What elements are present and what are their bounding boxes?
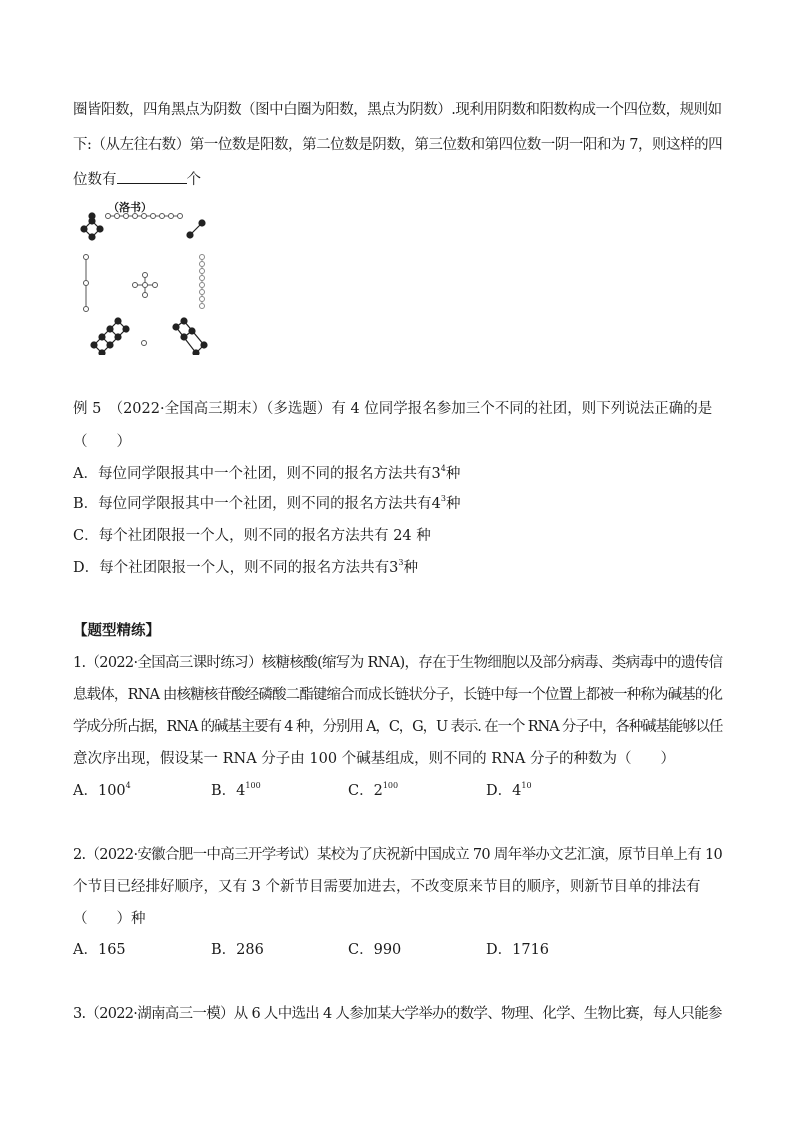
example5-option-d [73, 558, 418, 578]
q1-stem-2: 息载体，RNA 由核糖核苷酸经磷酸二酯键缩合而成长链状分子，长链中每一个位置上都被一种称为碱基的化 [73, 687, 723, 703]
q2-option-a: A．165 [73, 942, 126, 958]
q2-option-c: C．990 [348, 942, 402, 958]
luoshu-center-cross [133, 273, 158, 298]
option-a-exp: 4 [440, 464, 446, 474]
q2-stem-3: （ ）种 [73, 911, 146, 927]
option-b-tail: 种 [445, 496, 461, 512]
q1-b-label: B． [211, 783, 237, 799]
section-title: 【题型精练】 [73, 622, 160, 639]
q1-d-exp: 10 [521, 781, 532, 791]
option-b-exp: 3 [440, 494, 446, 504]
option-d-tail: 种 [403, 560, 418, 576]
luoshu-top-white-chain [106, 214, 183, 219]
q1-a-exp: 4 [125, 781, 131, 791]
option-b-text: B．每位同学限报其中一个社团，则不同的报名方法共有 [73, 496, 432, 512]
luoshu-right-white-chain [200, 255, 205, 309]
q1-option-c [348, 781, 398, 801]
q1-stem-3: 学成分所占据，RNA 的碱基主要有 4 种，分别用 A，C，G，U 表示. 在一个 RNA 分子中，各种碱基能够以任 [73, 719, 723, 735]
option-a-base: 3 [431, 466, 441, 482]
q1-c-exp: 100 [382, 781, 399, 791]
q1-c-base: 2 [373, 783, 383, 799]
example5-stem-2: （ ） [73, 434, 131, 450]
option-a-tail: 种 [445, 466, 461, 482]
luoshu-topleft-black-diamond [81, 213, 103, 240]
q1-c-label: C． [348, 783, 374, 799]
q2-stem-2: 个节目已经排好顺序，又有 3 个新节目需要加进去，不改变原来节目的顺序，则新节目单的排法有 [73, 879, 701, 895]
q1-stem-4: 意次序出现，假设某一 RNA 分子由 100 个碱基组成，则不同的 RNA 分子的种数为（ ） [73, 751, 675, 767]
q2-stem-1: 2.（2022·安徽合肥一中高三开学考试）某校为了庆祝新中国成立 70 周年举办文艺汇演，原节目单上有 10 [73, 847, 723, 863]
prev-line-3-text: 位数有 [73, 172, 117, 188]
option-d-base: 3 [389, 560, 399, 576]
q1-b-base: 4 [236, 783, 246, 799]
prev-line-1: 圈皆阳数，四角黑点为阴数（图中白圈为阳数，黑点为阴数）.现利用阴数和阳数构成一个四位数，规则如 [73, 102, 722, 118]
option-d-text: D．每个社团限报一个人，则不同的报名方法共有 [73, 560, 390, 576]
q1-option-b [211, 781, 261, 801]
option-d-exp: 3 [398, 558, 404, 568]
q1-d-label: D． [486, 783, 513, 799]
q1-b-exp: 100 [245, 781, 261, 791]
q2-option-b: B．286 [211, 942, 264, 958]
luoshu-bottomleft-black-ladder [91, 318, 129, 355]
luoshu-left-white-chain [84, 255, 89, 312]
q1-a-base: 100 [97, 783, 126, 799]
q1-a-label: A． [73, 783, 98, 799]
q2-option-d: D．1716 [486, 942, 550, 958]
q3-stem-1: 3.（2022·湖南高三一模）从 6 人中选出 4 人参加某大学举办的数学、物理、化学、生物比赛，每人只能参 [73, 1006, 722, 1022]
example5-option-a [73, 464, 460, 484]
luoshu-figure-title: （洛书） [108, 201, 152, 214]
q1-stem-1: 1.（2022·全国高三课时练习）核糖核酸(缩写为 RNA)，存在于生物细胞以及部分病毒、类病毒中的遗传信 [73, 655, 723, 671]
option-b-base: 4 [431, 496, 441, 512]
example5-stem-1: 例 5 （2022·全国高三期末）（多选题）有 4 位同学报名参加三个不同的社团，则下列说法正确的是 [73, 401, 713, 417]
q1-option-d [486, 781, 532, 801]
prev-line-3 [73, 169, 201, 190]
answer-blank [117, 169, 187, 184]
option-a-text: A．每位同学限报其中一个社团，则不同的报名方法共有 [73, 466, 432, 482]
prev-line-2: 下:（从左往右数）第一位数是阳数，第二位数是阴数，第三位数和第四位数一阴一阳和为 7，则这样的四 [73, 137, 723, 153]
luoshu-bottom-white-dot [142, 341, 147, 346]
q1-option-a [73, 781, 131, 801]
prev-line-3-tail: 个 [186, 172, 201, 188]
example5-option-b [73, 494, 460, 514]
q1-d-base: 4 [512, 783, 522, 799]
example5-option-c: C．每个社团限报一个人，则不同的报名方法共有 24 种 [73, 528, 431, 544]
luoshu-bottomright-black-ladder [173, 318, 207, 355]
luoshu-topright-black-pair [187, 220, 205, 238]
luoshu-diagram [72, 195, 222, 355]
